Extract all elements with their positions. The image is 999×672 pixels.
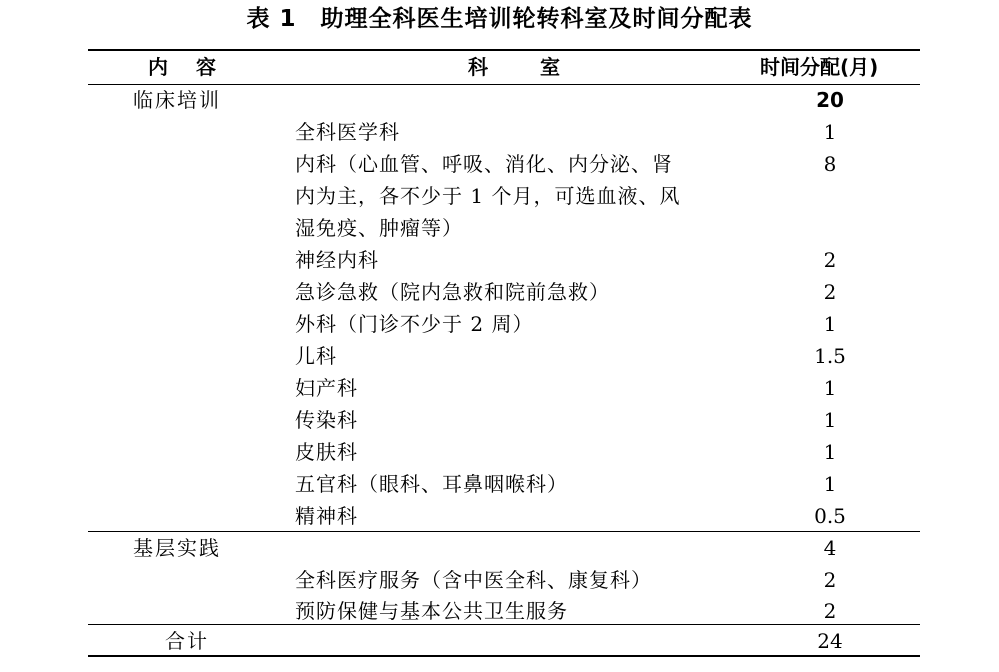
table-row-cont: 内为主，各不少于 1 个月，可选血液、风 xyxy=(295,184,681,208)
table-title: 表 1 助理全科医生培训轮转科室及时间分配表 xyxy=(246,6,753,32)
table-row-time: 2 xyxy=(823,568,837,592)
table-row: 内科（心血管、呼吸、消化、内分泌、肾 xyxy=(295,152,673,176)
table-row-time: 1.5 xyxy=(814,344,846,368)
section-name-primary: 基层实践 xyxy=(133,536,221,560)
table-row-time: 1 xyxy=(823,120,837,144)
section-name-clinical: 临床培训 xyxy=(133,88,221,112)
table-row: 妇产科 xyxy=(295,376,358,400)
section-total-primary: 4 xyxy=(823,536,837,560)
table-row-time: 2 xyxy=(823,280,837,304)
table-row-time: 0.5 xyxy=(814,504,846,528)
total-label: 合计 xyxy=(165,629,209,653)
table-row: 全科医学科 xyxy=(295,120,400,144)
table-row: 五官科（眼科、耳鼻咽喉科） xyxy=(295,472,568,496)
table-row: 外科（门诊不少于 2 周） xyxy=(295,312,534,336)
table-row: 儿科 xyxy=(295,344,337,368)
table-row: 急诊急救（院内急救和院前急救） xyxy=(295,280,610,304)
table-row: 全科医疗服务（含中医全科、康复科） xyxy=(295,568,652,592)
table-row: 精神科 xyxy=(295,504,358,528)
table-row-time: 2 xyxy=(823,599,837,623)
header-time: 时间分配(月) xyxy=(760,55,879,79)
table-row-time: 1 xyxy=(823,312,837,336)
table-row-time: 1 xyxy=(823,408,837,432)
table-row: 神经内科 xyxy=(295,248,379,272)
table-row-cont: 湿免疫、肿瘤等） xyxy=(295,216,463,240)
header-content: 内 容 xyxy=(148,55,220,79)
table-row-time: 1 xyxy=(823,472,837,496)
section-total-clinical: 20 xyxy=(816,88,844,112)
table-row: 皮肤科 xyxy=(295,440,358,464)
table-row: 预防保健与基本公共卫生服务 xyxy=(295,599,568,623)
header-dept: 科 室 xyxy=(468,55,564,79)
table-row-time: 1 xyxy=(823,376,837,400)
table-row-time: 2 xyxy=(823,248,837,272)
table-row-time: 8 xyxy=(823,152,837,176)
total-value: 24 xyxy=(817,629,843,653)
bottom-rule xyxy=(88,655,920,657)
table-row: 传染科 xyxy=(295,408,358,432)
table-row-time: 1 xyxy=(823,440,837,464)
